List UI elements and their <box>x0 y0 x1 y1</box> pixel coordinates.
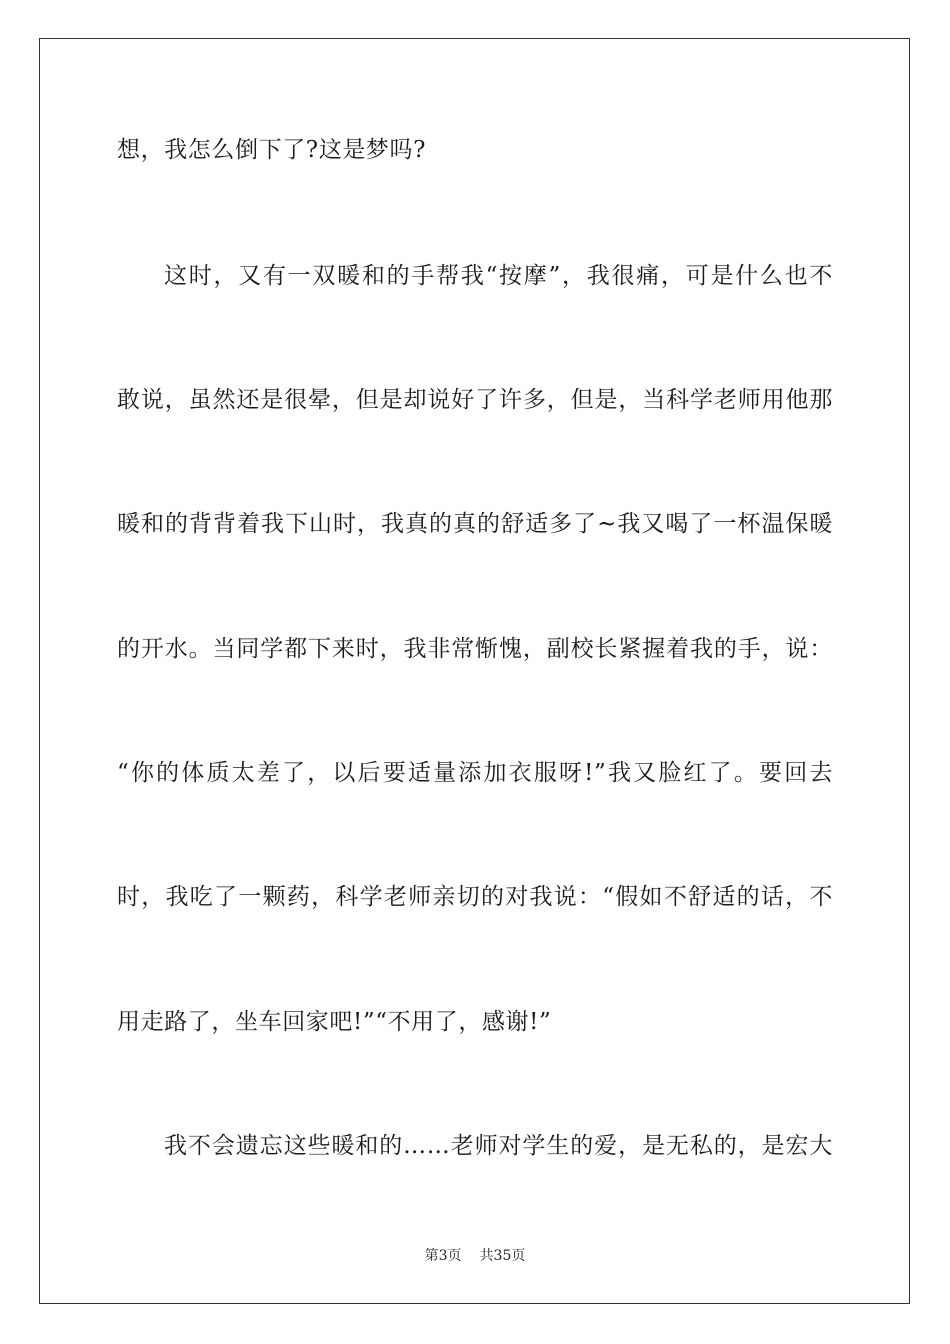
text-line-9: 我不会遗忘这些暖和的……老师对学生的爱，是无私的，是宏大 <box>164 1133 833 1159</box>
page-number: 第3页 <box>424 1248 462 1264</box>
text-line-2: 这时，又有一双暖和的手帮我“按摩”，我很痛，可是什么也不 <box>164 263 833 289</box>
page-border <box>39 38 910 1304</box>
text-line-6: “你的体质太差了，以后要适量添加衣服呀!”我又脸红了。要回去 <box>117 760 833 786</box>
text-line-5: 的开水。当同学都下来时，我非常惭愧，副校长紧握着我的手，说： <box>117 636 833 662</box>
text-line-7: 时，我吃了一颗药，科学老师亲切的对我说：“假如不舒适的话，不 <box>117 884 833 910</box>
total-pages: 共35页 <box>479 1248 526 1264</box>
page-footer <box>0 1246 950 1266</box>
text-line-1: 想，我怎么倒下了?这是梦吗? <box>117 137 427 163</box>
text-line-4: 暖和的背背着我下山时，我真的真的舒适多了~我又喝了一杯温保暖 <box>117 511 833 537</box>
text-line-8: 用走路了，坐车回家吧!”“不用了，感谢!” <box>117 1009 552 1035</box>
text-line-3: 敢说，虽然还是很晕，但是却说好了许多，但是，当科学老师用他那 <box>117 387 833 413</box>
